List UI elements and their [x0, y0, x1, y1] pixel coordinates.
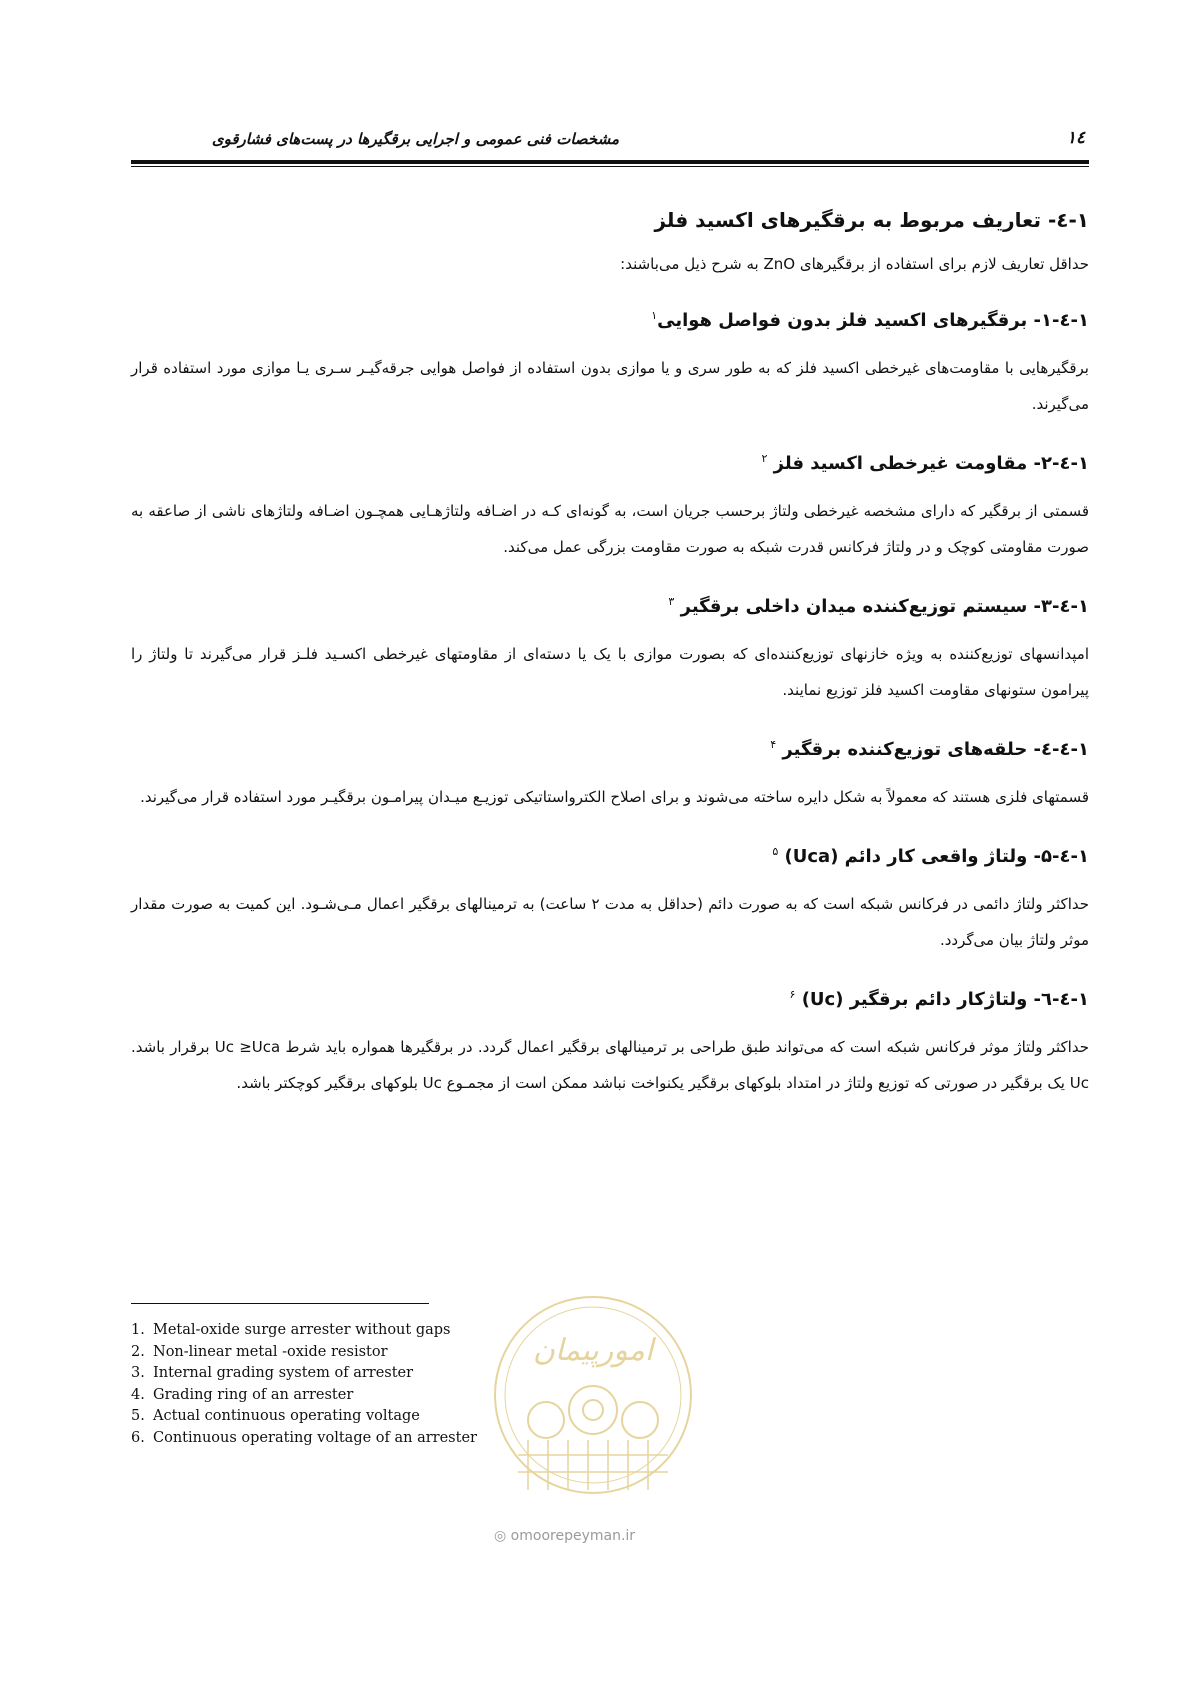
subsection-heading: ۱-٤-۵- ولتاژ واقعی کار دائم (Uca) $^۵$	[772, 845, 1089, 867]
footnote-item: 5. Actual continuous operating voltage	[131, 1408, 420, 1424]
subsection-body: برقگیرهایی با مقاومت‌های غیرخطی اکسید فلز که به طور سری و یا موازی بدون استفاده از فواصل هوایی جرقه‌گیـر سـری یـا موازی مورد استفاده قرار می‌گیرند.	[131, 359, 1089, 413]
subsection-body: قسمتهای فلزی هستند که معمولاً به شکل دایره ساخته می‌شوند و برای اصلاح الکترواستاتیکی توزیـع میـدان پیرامـون برقگیـر مورد استفاده قرار می‌گیرند.	[140, 788, 1089, 806]
main-content	[131, 205, 1089, 1123]
footnote-rule	[131, 1303, 429, 1304]
section-heading: ۱-٤- تعاریف مربوط به برقگیرهای اکسید فلز	[654, 208, 1089, 232]
subsection-body: قسمتی از برقگیر که دارای مشخصه غیرخطی ولتاژ برحسب جریان است، به گونه‌ای کـه در اضـافه ولتاژهـایی همچـون اضـافه ولتاژهای ناشی از صاعقه به صورت مقاومتی کوچک و در ولتاژ فرکانس قدرت شبکه به صورت مقاومت بزرگی عمل می‌کند.	[131, 502, 1089, 556]
footnote-ref: ۲	[761, 452, 768, 465]
footnote-ref: ۳	[668, 595, 675, 608]
header-rule-thick	[131, 160, 1089, 164]
footnote-item: 2. Non-linear metal -oxide resistor	[131, 1343, 388, 1360]
subsection-heading: ۱-٤-٦- ولتاژکار دائم برقگیر (Uc) $^۶$	[789, 988, 1089, 1010]
footnote-item: 6. Continuous operating voltage of an arrester	[131, 1429, 477, 1446]
footnote-ref: ۱	[651, 309, 658, 322]
running-title: مشخصات فنی عمومی و اجرایی برقگیرها در پست‌های فشارقوی	[211, 130, 619, 148]
page-number: ۱٤	[1066, 128, 1085, 148]
subsection-heading: ۱-٤-۳- سیستم توزیع‌کننده میدان داخلی برقگیر $^۳$	[668, 595, 1089, 617]
section-intro: حداقل تعاریف لازم برای استفاده از برقگیرهای ZnO به شرح ذیل می‌باشند:	[620, 255, 1089, 273]
subsection-heading: ۱-٤-٤- حلقه‌های توزیع‌کننده برقگیر $^۴$	[770, 738, 1089, 760]
watermark-logo	[488, 1290, 698, 1500]
header-rule-thin	[131, 166, 1089, 167]
subsection-body: امپدانسهای توزیع‌کننده به ویژه خازنهای توزیع‌کننده‌ای که بصورت موازی با یک یا دسته‌ای از مقاومتهای غیرخطی اکسـید فلـز قرار می‌گیرند تا ولتاژ را پیرامون ستونهای مقاومت اکسید فلز توزیع نمایند.	[131, 645, 1089, 699]
footnote-ref: ۶	[789, 988, 796, 1001]
footnote-ref: ۵	[772, 845, 779, 858]
footnote-item: 4. Grading ring of an arrester	[131, 1386, 354, 1403]
subsection-heading: ۱-٤-۱- برقگیرهای اکسید فلز بدون فواصل هوایی$^۱$	[651, 309, 1089, 331]
footnote-item: 1. Metal-oxide surge arrester without gaps	[131, 1322, 451, 1338]
watermark-url: ◎ omoorepeyman.ir	[494, 1528, 636, 1544]
watermark-logo-text: امورپیمان	[532, 1333, 654, 1368]
footnote-item: 3. Internal grading system of arrester	[131, 1365, 414, 1381]
subsection-body: حداکثر ولتاژ موثر فرکانس شبکه است که می‌تواند طبق طراحی بر ترمینالهای برقگیر اعمال گردد. در برقگیرها همواره باید شرط Uc ≥Uca برقرار باشد. Uc یک برقگیر در صورتی که توزیع ولتاژ در امتداد بلوکهای برقگیر یکنواخت نباشد ممکن است از مجمـوع Uc بلوکهای برقگیر کوچکتر باشد.	[131, 1038, 1089, 1092]
footnote-ref: ۴	[770, 738, 777, 751]
subsection-body: حداکثر ولتاژ دائمی در فرکانس شبکه است که به صورت دائم (حداقل به مدت ۲ ساعت) به ترمینالهای برقگیر اعمال مـی‌شـود. این کمیت به صورت مقدار موثر ولتاژ بیان می‌گردد.	[131, 895, 1090, 949]
subsection-heading: ۱-٤-۲- مقاومت غیرخطی اکسید فلز $^۲$	[761, 452, 1089, 474]
footnotes	[131, 1320, 477, 1449]
